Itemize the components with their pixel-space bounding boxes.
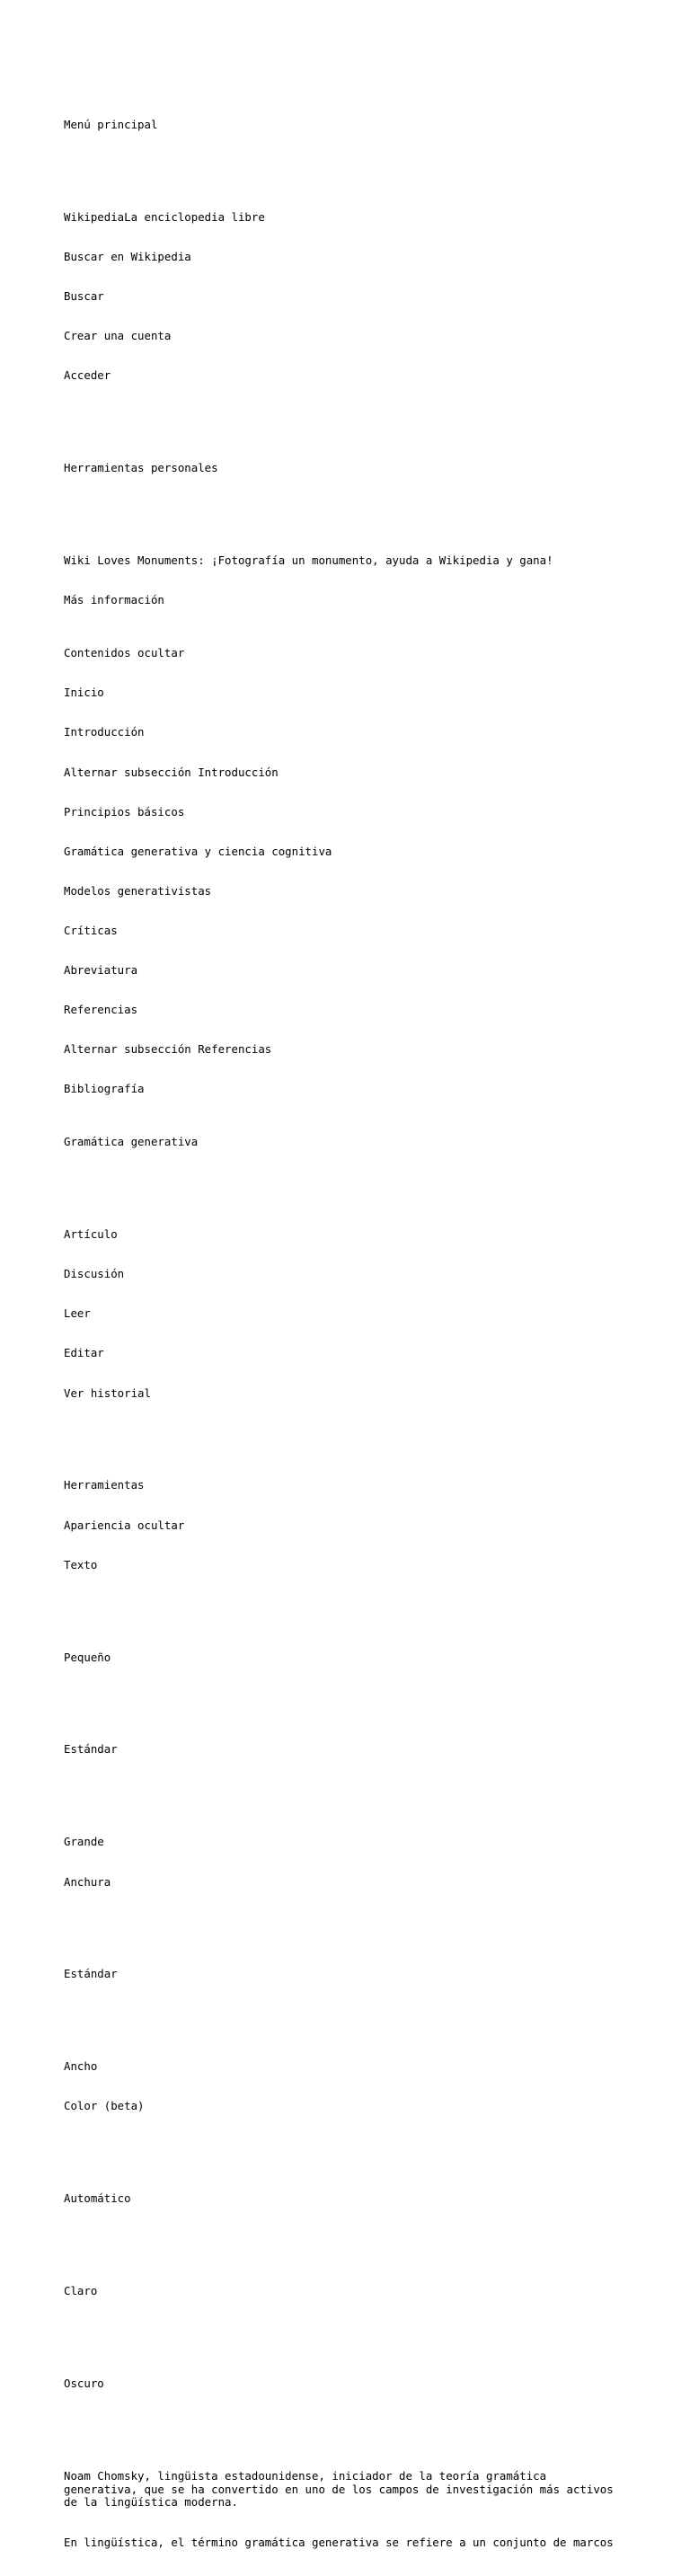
- width-standard-option[interactable]: Estándar: [64, 1967, 118, 1981]
- page-content: [64, 79, 639, 2576]
- search-input[interactable]: Buscar en Wikipedia: [64, 250, 191, 264]
- wikipedia-logo-link[interactable]: WikipediaLa enciclopedia libre: [64, 210, 265, 225]
- color-label: Color (beta): [64, 2099, 145, 2113]
- spacer: [64, 1175, 639, 1189]
- page-title: Gramática generativa: [64, 1135, 199, 1149]
- spacer: [64, 2232, 639, 2245]
- toc-item-introduccion[interactable]: Introducción: [64, 725, 145, 739]
- spacer: [64, 501, 639, 515]
- spacer: [64, 2008, 639, 2022]
- text-size-large-option[interactable]: Grande: [64, 1835, 104, 1849]
- text-size-standard-option[interactable]: Estándar: [64, 1742, 118, 1757]
- color-dark-option[interactable]: Oscuro: [64, 2377, 104, 2391]
- spacer: [64, 1598, 639, 1612]
- spacer: [64, 2417, 639, 2430]
- width-label: Anchura: [64, 1874, 111, 1889]
- toc-toggle-referencias[interactable]: Alternar subsección Referencias: [64, 1042, 272, 1057]
- toc-item-inicio[interactable]: Inicio: [64, 686, 104, 700]
- tab-leer[interactable]: Leer: [64, 1306, 91, 1321]
- toc-item-modelos[interactable]: Modelos generativistas: [64, 883, 212, 898]
- banner-text: Wiki Loves Monuments: ¡Fotografía un monumento, ayuda a Wikipedia y gana!: [64, 553, 553, 568]
- spacer: [64, 410, 639, 423]
- toc-toggle-introduccion[interactable]: Alternar subsección Introducción: [64, 765, 279, 779]
- tools-menu-button[interactable]: Herramientas: [64, 1478, 145, 1492]
- article-intro-paragraph: En lingüística, el término gramática generativa se refiere a un conjunto de marcos: [64, 2535, 614, 2549]
- login-link[interactable]: Acceder: [64, 368, 111, 383]
- spacer: [64, 158, 639, 172]
- width-wide-option[interactable]: Ancho: [64, 2059, 98, 2074]
- toc-item-bibliografia[interactable]: Bibliografía: [64, 1082, 145, 1096]
- text-size-label: Texto: [64, 1557, 98, 1571]
- main-menu-button[interactable]: Menú principal: [64, 118, 158, 132]
- toc-item-criticas[interactable]: Críticas: [64, 923, 118, 937]
- toc-toggle-button[interactable]: Contenidos ocultar: [64, 646, 185, 660]
- tab-discusion[interactable]: Discusión: [64, 1267, 125, 1281]
- toc-item-referencias[interactable]: Referencias: [64, 1003, 138, 1017]
- color-light-option[interactable]: Claro: [64, 2284, 98, 2298]
- toc-item-ciencia-cognitiva[interactable]: Gramática generativa y ciencia cognitiva: [64, 844, 332, 858]
- tab-articulo[interactable]: Artículo: [64, 1227, 118, 1242]
- toc-item-principios[interactable]: Principios básicos: [64, 804, 185, 819]
- spacer: [64, 2324, 639, 2338]
- toc-item-abreviatura[interactable]: Abreviatura: [64, 963, 138, 978]
- spacer: [64, 1916, 639, 1929]
- create-account-link[interactable]: Crear una cuenta: [64, 329, 172, 343]
- spacer: [64, 1691, 639, 1704]
- appearance-toggle-button[interactable]: Apariencia ocultar: [64, 1518, 185, 1532]
- image-caption: Noam Chomsky, lingüista estadounidense, iniciador de la teoría gramática generativa, que se ha convertido en uno de los campos de investigación más activos de la lingüística moderna.: [64, 2469, 614, 2510]
- banner-more-info-link[interactable]: Más información: [64, 593, 164, 607]
- spacer: [64, 1427, 639, 1440]
- tab-editar[interactable]: Editar: [64, 1346, 104, 1360]
- personal-tools-menu[interactable]: Herramientas personales: [64, 461, 218, 475]
- spacer: [64, 1784, 639, 1797]
- spacer: [64, 2140, 639, 2154]
- color-automatic-option[interactable]: Automático: [64, 2191, 131, 2206]
- search-button[interactable]: Buscar: [64, 289, 104, 304]
- tab-ver-historial[interactable]: Ver historial: [64, 1385, 151, 1400]
- text-size-small-option[interactable]: Pequeño: [64, 1650, 111, 1664]
